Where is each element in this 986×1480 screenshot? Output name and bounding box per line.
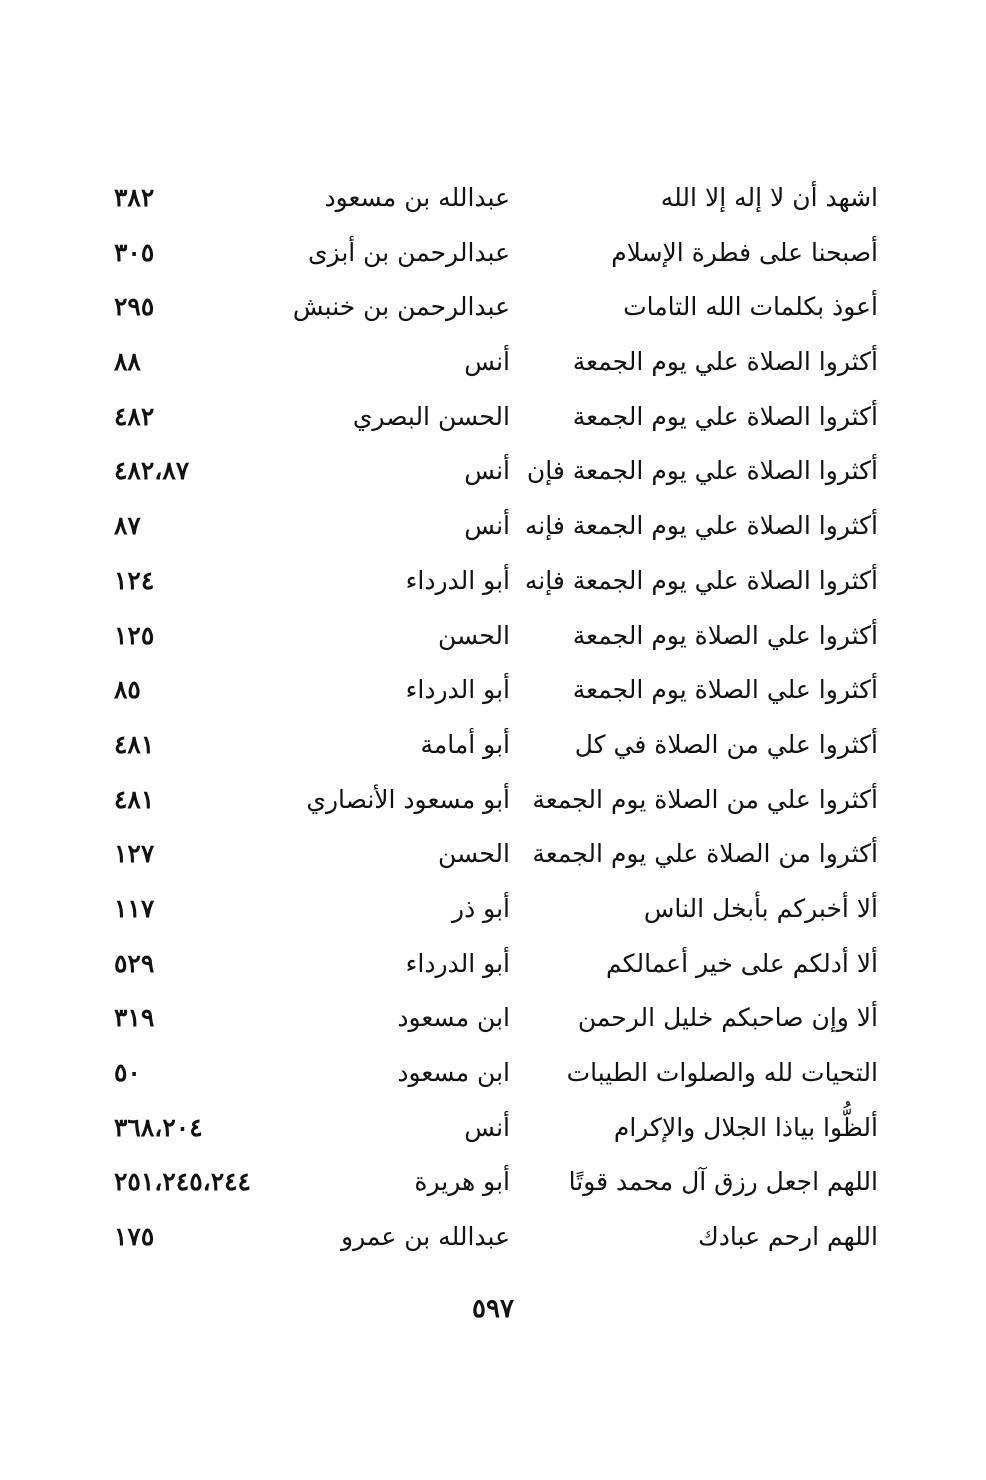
table-row: [100, 227, 890, 282]
narrator-name: أنس: [464, 1112, 510, 1142]
hadith-text: اللهم ارحم عبادك: [698, 1222, 878, 1252]
narrator-name: أبو الدرداء: [405, 675, 510, 705]
hadith-text: أكثروا علي الصلاة يوم الجمعة: [572, 675, 878, 705]
table-row: [100, 281, 890, 336]
page-reference: ٤٨١: [114, 729, 155, 759]
narrator-name: أبو ذر: [452, 893, 510, 923]
hadith-text: التحيات لله والصلوات الطيبات: [566, 1058, 878, 1087]
table-row: [100, 828, 890, 883]
page-reference: ٣٨٢: [114, 183, 155, 212]
hadith-text: ألا أخبركم بأبخل الناس: [643, 893, 878, 923]
table-row: [100, 992, 890, 1047]
page-reference: ٨٧: [114, 511, 141, 541]
hadith-text: أكثروا الصلاة علي يوم الجمعة فإنه: [524, 565, 878, 595]
narrator-name: ابن مسعود: [397, 1058, 510, 1087]
page-reference: ٣١٩: [114, 1003, 155, 1033]
narrator-name: عبدالرحمن بن خنبش: [292, 292, 510, 322]
table-row: [100, 555, 890, 610]
hadith-text: أكثروا علي من الصلاة يوم الجمعة: [532, 784, 878, 814]
narrator-name: أنس: [464, 347, 510, 377]
hadith-text: أكثروا الصلاة علي يوم الجمعة: [572, 401, 878, 431]
hadith-text: اللهم اجعل رزق آل محمد قوتًا: [568, 1167, 878, 1197]
page-reference: ٢٥١،٢٤٥،٢٤٤: [114, 1167, 251, 1197]
table-row: [100, 500, 890, 555]
page-reference: ٨٨: [114, 347, 141, 377]
table-row: [100, 664, 890, 719]
page-reference: ٥٠: [114, 1058, 141, 1087]
narrator-name: أبو أمامة: [420, 729, 510, 759]
hadith-text: أعوذ بكلمات الله التامات: [623, 292, 878, 322]
table-row: [100, 1156, 890, 1211]
page-reference: ١٢٤: [114, 565, 155, 595]
narrator-name: عبدالرحمن بن أبزى: [307, 237, 510, 267]
page-reference: ١١٧: [114, 893, 155, 923]
table-row: [100, 1211, 890, 1266]
page-reference: ١٢٥: [114, 620, 155, 650]
table-row: [100, 445, 890, 500]
narrator-name: الحسن البصري: [352, 401, 510, 431]
table-row: [100, 774, 890, 829]
narrator-name: أبو الدرداء: [405, 948, 510, 978]
hadith-text: اشهد أن لا إله إلا الله: [660, 183, 878, 212]
page-reference: ٣٠٥: [114, 237, 155, 267]
narrator-name: ابن مسعود: [397, 1003, 510, 1033]
page-reference: ٤٨٢،٨٧: [114, 456, 190, 486]
page-reference: ١٢٧: [114, 839, 155, 869]
narrator-name: أنس: [464, 511, 510, 541]
hadith-text: أكثروا علي الصلاة يوم الجمعة: [572, 620, 878, 650]
narrator-name: عبدالله بن مسعود: [324, 183, 510, 212]
page-reference: ٨٥: [114, 675, 141, 705]
narrator-name: أبو مسعود الأنصاري: [306, 784, 510, 814]
table-row: [100, 336, 890, 391]
table-row: [100, 883, 890, 938]
page-reference: ٢٩٥: [114, 292, 155, 322]
hadith-index-table: [100, 172, 890, 1266]
narrator-name: أبو الدرداء: [405, 565, 510, 595]
hadith-text: ألا أدلكم على خير أعمالكم: [606, 948, 878, 978]
page-reference: ٤٨٢: [114, 401, 155, 431]
page-reference: ٤٨١: [114, 784, 155, 814]
narrator-name: الحسن: [437, 620, 510, 650]
page-number: ٥٩٧: [472, 1294, 514, 1324]
table-row: [100, 1047, 890, 1102]
hadith-text: ألظُّوا بياذا الجلال والإكرام: [613, 1112, 878, 1142]
narrator-name: أبو هريرة: [414, 1167, 510, 1197]
hadith-text: أكثروا الصلاة علي يوم الجمعة فإن: [526, 456, 878, 486]
page-reference: ٣٦٨،٢٠٤: [114, 1112, 203, 1142]
narrator-name: أنس: [464, 456, 510, 486]
table-row: [100, 391, 890, 446]
narrator-name: الحسن: [437, 839, 510, 869]
table-row: [100, 938, 890, 993]
page-reference: ١٧٥: [114, 1222, 155, 1252]
narrator-name: عبدالله بن عمرو: [341, 1222, 510, 1252]
hadith-text: ألا وإن صاحبكم خليل الرحمن: [577, 1003, 878, 1033]
hadith-text: أكثروا الصلاة علي يوم الجمعة فإنه: [524, 511, 878, 541]
table-row: [100, 610, 890, 665]
hadith-text: أكثروا من الصلاة علي يوم الجمعة: [532, 839, 878, 869]
hadith-text: أصبحنا على فطرة الإسلام: [611, 237, 878, 267]
table-row: [100, 1102, 890, 1157]
table-row: [100, 172, 890, 227]
hadith-text: أكثروا علي من الصلاة في كل: [574, 729, 878, 759]
hadith-text: أكثروا الصلاة علي يوم الجمعة: [572, 347, 878, 377]
page-reference: ٥٢٩: [114, 948, 155, 978]
table-row: [100, 719, 890, 774]
